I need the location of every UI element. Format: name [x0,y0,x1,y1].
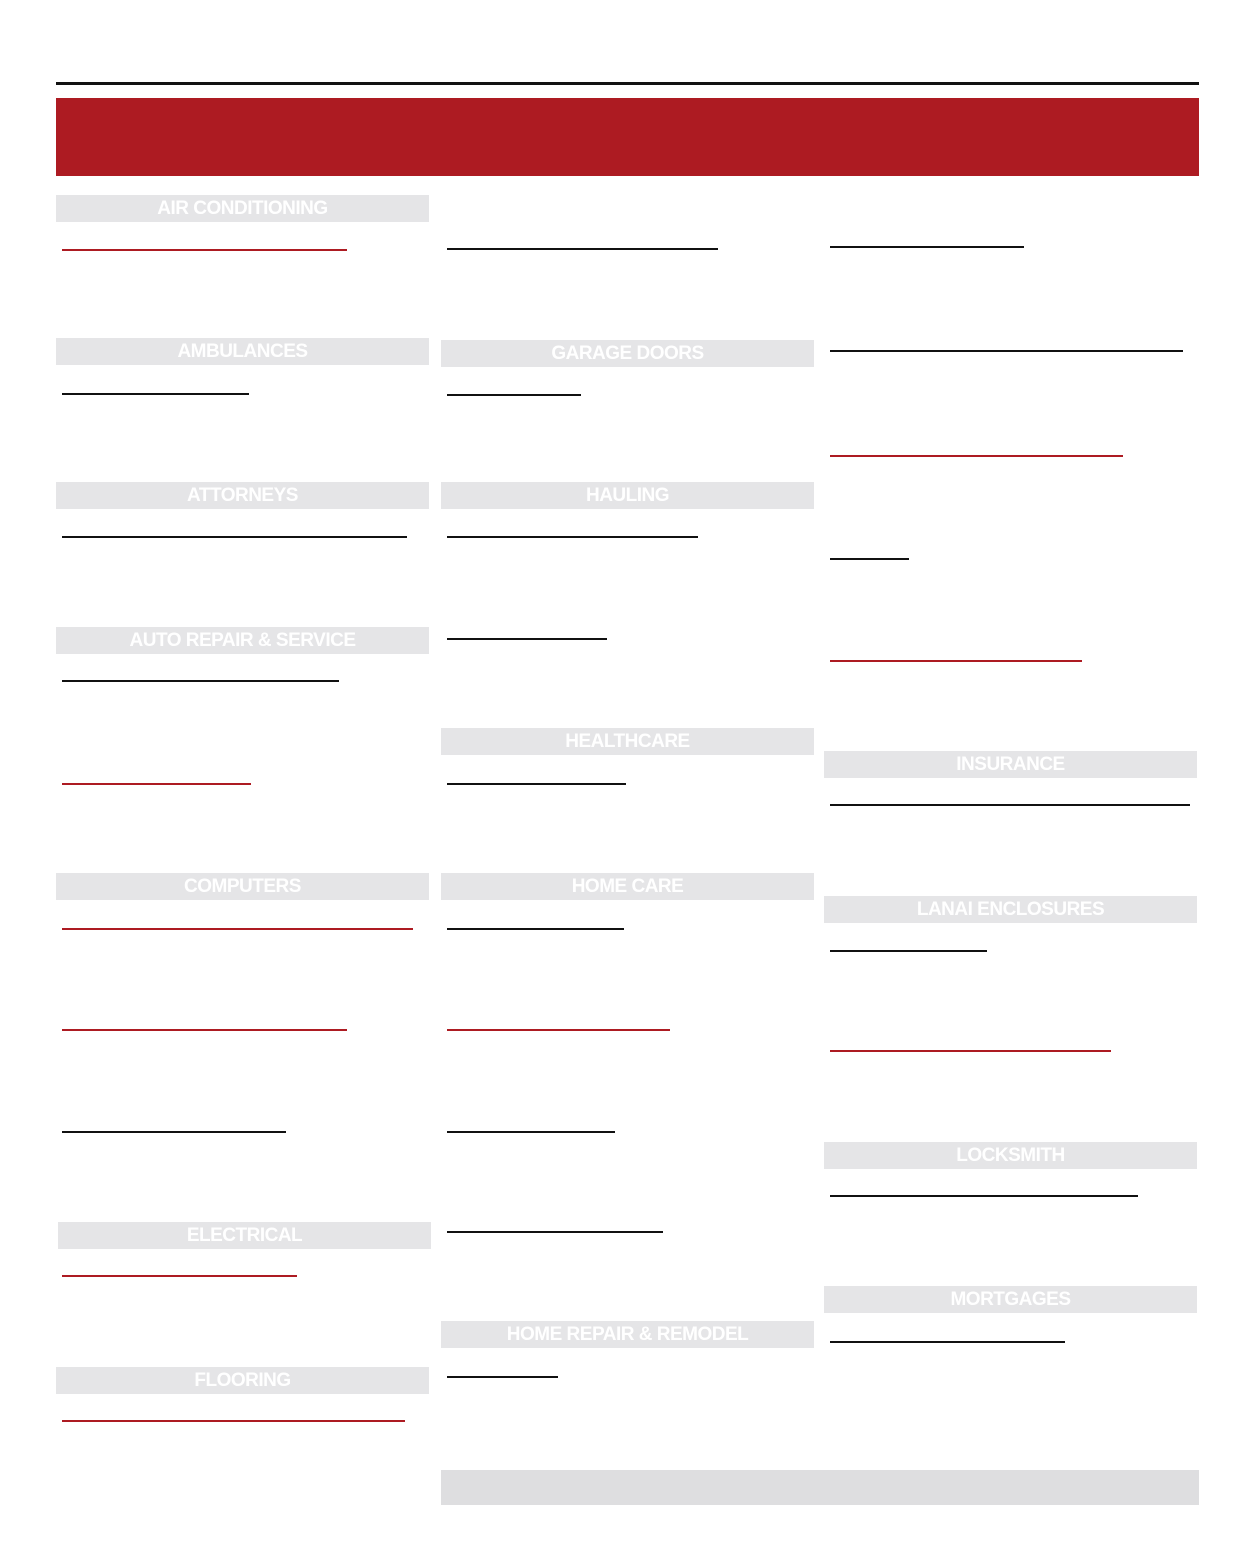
listing-link[interactable] [830,660,1082,662]
listing-link[interactable] [62,783,251,785]
category-flooring: FLOORING [56,1367,429,1394]
listing-link[interactable] [62,680,339,682]
directory-column-2 [441,0,816,1560]
listing-link[interactable] [830,246,1024,248]
category-garage-doors: GARAGE DOORS [441,340,814,367]
category-insurance: INSURANCE [824,751,1197,778]
category-healthcare: HEALTHCARE [441,728,814,755]
listing-link[interactable] [62,393,249,395]
listing-link[interactable] [62,249,347,251]
listing-link[interactable] [830,350,1183,352]
listing-link[interactable] [447,536,698,538]
directory-column-3 [824,0,1199,1560]
listing-link[interactable] [830,1050,1111,1052]
listing-link[interactable] [830,1195,1138,1197]
listing-link[interactable] [447,248,718,250]
category-home-care: HOME CARE [441,873,814,900]
category-locksmith: LOCKSMITH [824,1142,1197,1169]
listing-link[interactable] [447,1029,670,1031]
listing-link[interactable] [62,1131,286,1133]
listing-link[interactable] [830,804,1190,806]
listing-link[interactable] [830,455,1123,457]
listing-link[interactable] [830,558,909,560]
category-hauling: HAULING [441,482,814,509]
directory-column-1 [56,0,431,1560]
category-home-repair: HOME REPAIR & REMODEL [441,1321,814,1348]
category-air-conditioning: AIR CONDITIONING [56,195,429,222]
category-computers: COMPUTERS [56,873,429,900]
category-auto-repair: AUTO REPAIR & SERVICE [56,627,429,654]
category-attorneys: ATTORNEYS [56,482,429,509]
listing-link[interactable] [447,638,607,640]
listing-link[interactable] [447,928,624,930]
listing-link[interactable] [830,950,987,952]
listing-link[interactable] [830,1341,1065,1343]
category-ambulances: AMBULANCES [56,338,429,365]
listing-link[interactable] [447,394,581,396]
listing-link[interactable] [447,783,626,785]
category-electrical: ELECTRICAL [58,1222,431,1249]
listing-link[interactable] [62,536,407,538]
listing-link[interactable] [447,1231,663,1233]
category-mortgages: MORTGAGES [824,1286,1197,1313]
listing-link[interactable] [447,1376,558,1378]
listing-link[interactable] [62,928,413,930]
category-lanai-enclosures: LANAI ENCLOSURES [824,896,1197,923]
footer-bar [441,1470,1199,1505]
listing-link[interactable] [447,1131,615,1133]
listing-link[interactable] [62,1029,347,1031]
listing-link[interactable] [62,1420,405,1422]
listing-link[interactable] [62,1275,297,1277]
